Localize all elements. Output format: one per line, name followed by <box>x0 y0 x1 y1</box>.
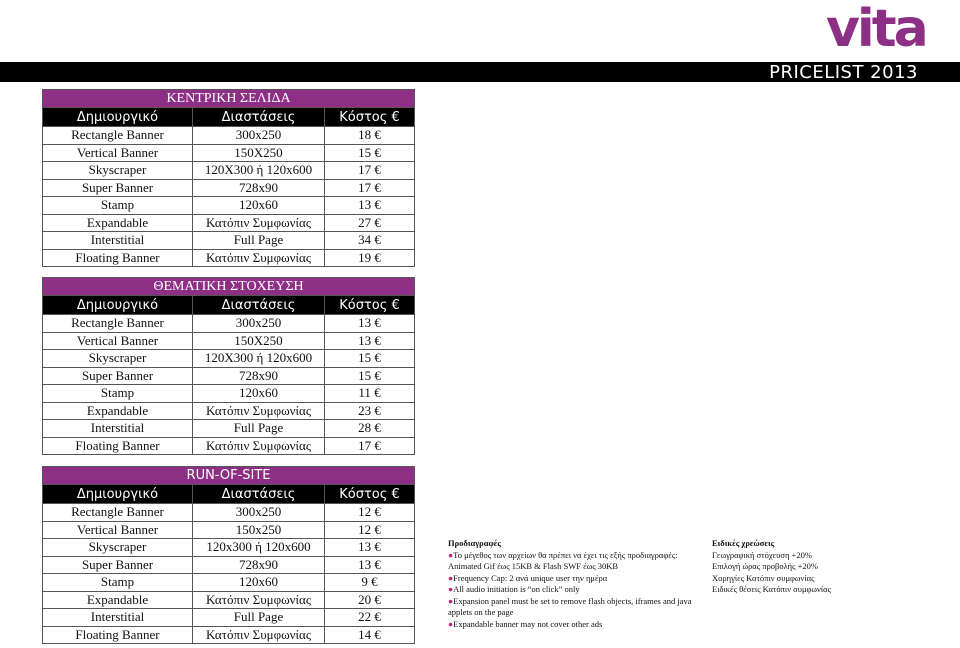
cell-name: Floating Banner <box>43 249 193 267</box>
table-row <box>43 249 415 267</box>
cell-dim: 300x250 <box>193 127 325 145</box>
cell-cost: 13 € <box>325 539 415 557</box>
charge-line: Επιλογή ώρας προβολής +20% <box>712 561 818 571</box>
table-row <box>43 367 415 385</box>
cell-dim: 120x60 <box>193 385 325 403</box>
table-row <box>43 556 415 574</box>
header-cost: Κόστος € <box>325 108 415 127</box>
special-charges-title: Ειδικές χρεώσεις <box>712 538 775 548</box>
spec-item <box>448 619 698 631</box>
special-charges-block <box>712 538 912 596</box>
header-cost: Κόστος € <box>325 296 415 315</box>
cell-name: Interstitial <box>43 232 193 250</box>
cell-dim: Full Page <box>193 420 325 438</box>
cell-cost: 12 € <box>325 521 415 539</box>
cell-name: Super Banner <box>43 556 193 574</box>
specifications-title: Προδιαγραφές <box>448 538 501 548</box>
bullet-icon: ● <box>448 549 454 560</box>
top-bar <box>0 62 960 82</box>
spec-text: Το μέγεθος των αρχείων θα πρέπει να έχει τις εξής προδιαγραφές: Animated Gif έως 15KB & Flash SWF έως 30KB <box>448 549 678 571</box>
cell-name: Expandable <box>43 591 193 609</box>
charge-line: Χορηγίες Κατόπιν συμφωνίας <box>712 572 815 583</box>
cell-cost: 12 € <box>325 504 415 522</box>
table-row <box>43 437 415 455</box>
cell-cost: 14 € <box>325 626 415 644</box>
table-row <box>43 385 415 403</box>
table-row <box>43 402 415 420</box>
cell-name: Super Banner <box>43 179 193 197</box>
bullet-icon: ● <box>448 572 454 583</box>
table-row <box>43 539 415 557</box>
cell-name: Vertical Banner <box>43 332 193 350</box>
cell-cost: 15 € <box>325 144 415 162</box>
cell-cost: 17 € <box>325 437 415 455</box>
cell-cost: 13 € <box>325 315 415 333</box>
table-row <box>43 232 415 250</box>
cell-cost: 34 € <box>325 232 415 250</box>
spec-text: Frequency Cap: 2 ανά unique user την ημέρα <box>453 572 608 583</box>
cell-dim: 728x90 <box>193 367 325 385</box>
spec-item <box>448 596 698 619</box>
header-dimensions: Διαστάσεις <box>193 296 325 315</box>
cell-name: Expandable <box>43 214 193 232</box>
table-row <box>43 127 415 145</box>
cell-cost: 15 € <box>325 367 415 385</box>
cell-name: Rectangle Banner <box>43 127 193 145</box>
spec-text: All audio initiation is “on click” only <box>453 584 580 594</box>
table-row <box>43 609 415 627</box>
header-creative: Δημιουργικό <box>43 485 193 504</box>
cell-dim: Κατόπιν Συμφωνίας <box>193 214 325 232</box>
cell-name: Floating Banner <box>43 626 193 644</box>
cell-cost: 23 € <box>325 402 415 420</box>
cell-dim: 120x300 ή 120x600 <box>193 539 325 557</box>
bullet-icon: ● <box>448 595 454 606</box>
cell-cost: 20 € <box>325 591 415 609</box>
price-table-run-of-site <box>42 466 415 644</box>
spec-text: Expandable banner may not cover other ads <box>453 618 603 629</box>
cell-name: Vertical Banner <box>43 144 193 162</box>
cell-dim: Full Page <box>193 609 325 627</box>
cell-dim: 150X250 <box>193 332 325 350</box>
header-dimensions: Διαστάσεις <box>193 108 325 127</box>
cell-cost: 28 € <box>325 420 415 438</box>
header-cost: Κόστος € <box>325 485 415 504</box>
cell-cost: 18 € <box>325 127 415 145</box>
table-row <box>43 574 415 592</box>
cell-dim: Κατόπιν Συμφωνίας <box>193 249 325 267</box>
table-row <box>43 420 415 438</box>
cell-cost: 19 € <box>325 249 415 267</box>
cell-dim: 120x60 <box>193 197 325 215</box>
cell-cost: 13 € <box>325 197 415 215</box>
charge-line: Ειδικές θέσεις Κατόπιν συμφωνίας <box>712 584 831 594</box>
cell-name: Interstitial <box>43 420 193 438</box>
header-dimensions: Διαστάσεις <box>193 485 325 504</box>
table-row <box>43 626 415 644</box>
cell-dim: Κατόπιν Συμφωνίας <box>193 437 325 455</box>
table-row <box>43 144 415 162</box>
spec-item <box>448 573 698 585</box>
cell-name: Interstitial <box>43 609 193 627</box>
table-row <box>43 521 415 539</box>
cell-name: Stamp <box>43 197 193 215</box>
table-row <box>43 179 415 197</box>
cell-dim: Full Page <box>193 232 325 250</box>
bullet-icon: ● <box>448 618 454 629</box>
table-row <box>43 332 415 350</box>
cell-dim: 120x60 <box>193 574 325 592</box>
table-row <box>43 591 415 609</box>
cell-name: Super Banner <box>43 367 193 385</box>
table-title: RUN-OF-SITE <box>43 467 415 485</box>
spec-text: Expansion panel must be set to remove flash objects, iframes and java applets on the page <box>448 595 692 617</box>
cell-cost: 22 € <box>325 609 415 627</box>
spec-item <box>448 584 698 596</box>
specifications-block <box>448 538 698 630</box>
spec-item <box>448 550 698 573</box>
table-row <box>43 162 415 180</box>
header-creative: Δημιουργικό <box>43 296 193 315</box>
cell-cost: 11 € <box>325 385 415 403</box>
bullet-icon: ● <box>448 584 454 594</box>
charge-line: Γεωγραφική στόχευση +20% <box>712 549 812 560</box>
cell-name: Floating Banner <box>43 437 193 455</box>
vita-logo: vita <box>826 0 926 59</box>
cell-name: Vertical Banner <box>43 521 193 539</box>
table-row <box>43 315 415 333</box>
table-row <box>43 350 415 368</box>
cell-name: Expandable <box>43 402 193 420</box>
cell-dim: 300x250 <box>193 315 325 333</box>
table-row <box>43 197 415 215</box>
cell-name: Stamp <box>43 385 193 403</box>
cell-cost: 13 € <box>325 556 415 574</box>
cell-cost: 9 € <box>325 574 415 592</box>
cell-cost: 17 € <box>325 179 415 197</box>
price-table-targeting <box>42 277 415 455</box>
cell-dim: 728x90 <box>193 179 325 197</box>
cell-name: Rectangle Banner <box>43 315 193 333</box>
table-row <box>43 214 415 232</box>
cell-cost: 15 € <box>325 350 415 368</box>
cell-dim: 150X250 <box>193 144 325 162</box>
table-row <box>43 504 415 522</box>
cell-dim: Κατόπιν Συμφωνίας <box>193 591 325 609</box>
cell-name: Rectangle Banner <box>43 504 193 522</box>
cell-dim: 728x90 <box>193 556 325 574</box>
cell-cost: 27 € <box>325 214 415 232</box>
price-table-home <box>42 89 415 267</box>
cell-dim: 300x250 <box>193 504 325 522</box>
table-title: ΘΕΜΑΤΙΚΗ ΣΤΟΧΕΥΣΗ <box>43 278 415 296</box>
cell-dim: 150x250 <box>193 521 325 539</box>
cell-dim: Κατόπιν Συμφωνίας <box>193 402 325 420</box>
header-creative: Δημιουργικό <box>43 108 193 127</box>
cell-name: Stamp <box>43 574 193 592</box>
table-title: ΚΕΝΤΡΙΚΗ ΣΕΛΙΔΑ <box>43 90 415 108</box>
cell-dim: 120X300 ή 120x600 <box>193 162 325 180</box>
cell-name: Skyscraper <box>43 539 193 557</box>
cell-cost: 17 € <box>325 162 415 180</box>
cell-cost: 13 € <box>325 332 415 350</box>
pricelist-label: PRICELIST 2013 <box>769 62 918 83</box>
cell-dim: 120X300 ή 120x600 <box>193 350 325 368</box>
cell-name: Skyscraper <box>43 162 193 180</box>
cell-dim: Κατόπιν Συμφωνίας <box>193 626 325 644</box>
cell-name: Skyscraper <box>43 350 193 368</box>
